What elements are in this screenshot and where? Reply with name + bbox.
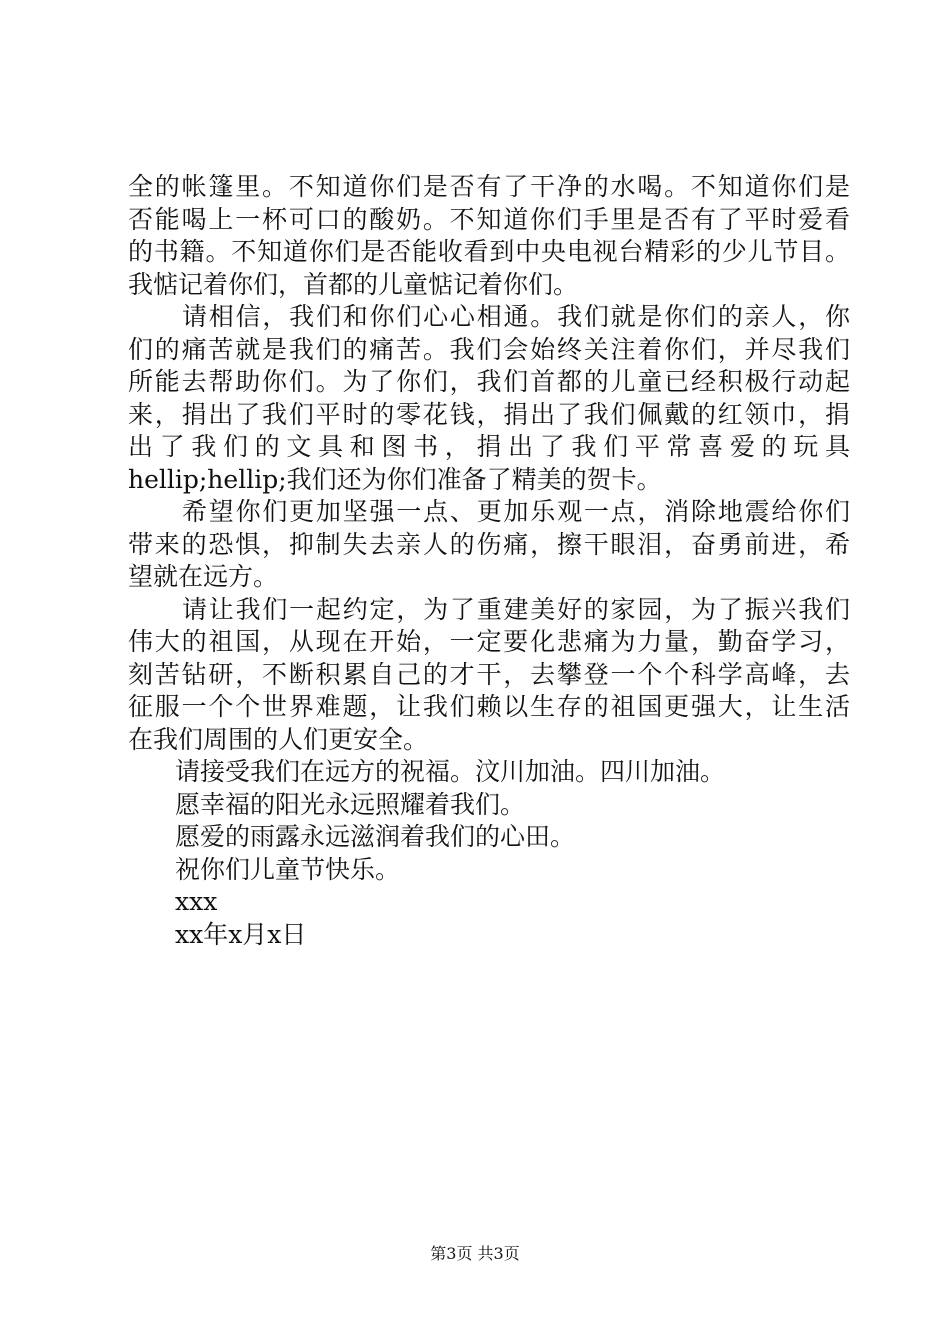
text-line: 带来的恐惧，抑制失去亲人的伤痛，擦干眼泪，奋勇前进，希: [128, 529, 850, 559]
page-number-footer: 第3页 共3页: [430, 1244, 520, 1263]
closing-line: 祝你们儿童节快乐。: [175, 854, 401, 884]
text-line: 们的痛苦就是我们的痛苦。我们会始终关注着你们，并尽我们: [128, 334, 850, 364]
text-line: hellip;hellip;我们还为你们准备了精美的贺卡。: [128, 464, 662, 494]
text-line: 全的帐篷里。不知道你们是否有了干净的水喝。不知道你们是: [128, 172, 850, 201]
text-line: 所能去帮助你们。为了你们，我们首都的儿童已经积极行动起: [128, 367, 850, 396]
closing-line: 愿幸福的阳光永远照耀着我们。: [175, 789, 526, 819]
signature: xxx: [175, 887, 218, 916]
paragraph-first-line: 请相信，我们和你们心心相通。我们就是你们的亲人，你: [182, 302, 850, 331]
text-line: 否能喝上一杯可口的酸奶。不知道你们手里是否有了平时爱看: [128, 204, 850, 234]
paragraph-first-line: 请让我们一起约定，为了重建美好的家园，为了振兴我们: [182, 594, 850, 624]
text-line: 出了我们的文具和图书，捐出了我们平常喜爱的玩具: [128, 432, 850, 461]
text-line: 刻苦钻研，不断积累自己的才干，去攀登一个个科学高峰，去: [128, 659, 850, 689]
date-line: xx年x月x日: [175, 919, 307, 949]
paragraph-first-line: 希望你们更加坚强一点、更加乐观一点，消除地震给你们: [182, 497, 850, 526]
letter-body: [128, 171, 850, 951]
text-line: 来，捐出了我们平时的零花钱，捐出了我们佩戴的红领巾，捐: [128, 399, 850, 429]
closing-line: 请接受我们在远方的祝福。汶川加油。四川加油。: [175, 757, 726, 786]
text-line: 征服一个个世界难题，让我们赖以生存的祖国更强大，让生活: [128, 692, 850, 721]
text-line: 伟大的祖国，从现在开始，一定要化悲痛为力量，勤奋学习，: [128, 627, 850, 656]
text-line: 望就在远方。: [128, 562, 279, 591]
text-line: 我惦记着你们，首都的儿童惦记着你们。: [128, 269, 579, 299]
closing-line: 愿爱的雨露永远滋润着我们的心田。: [175, 822, 576, 851]
text-line: 在我们周围的人们更安全。: [128, 724, 429, 754]
text-line: 的书籍。不知道你们是否能收看到中央电视台精彩的少儿节目。: [128, 237, 850, 266]
